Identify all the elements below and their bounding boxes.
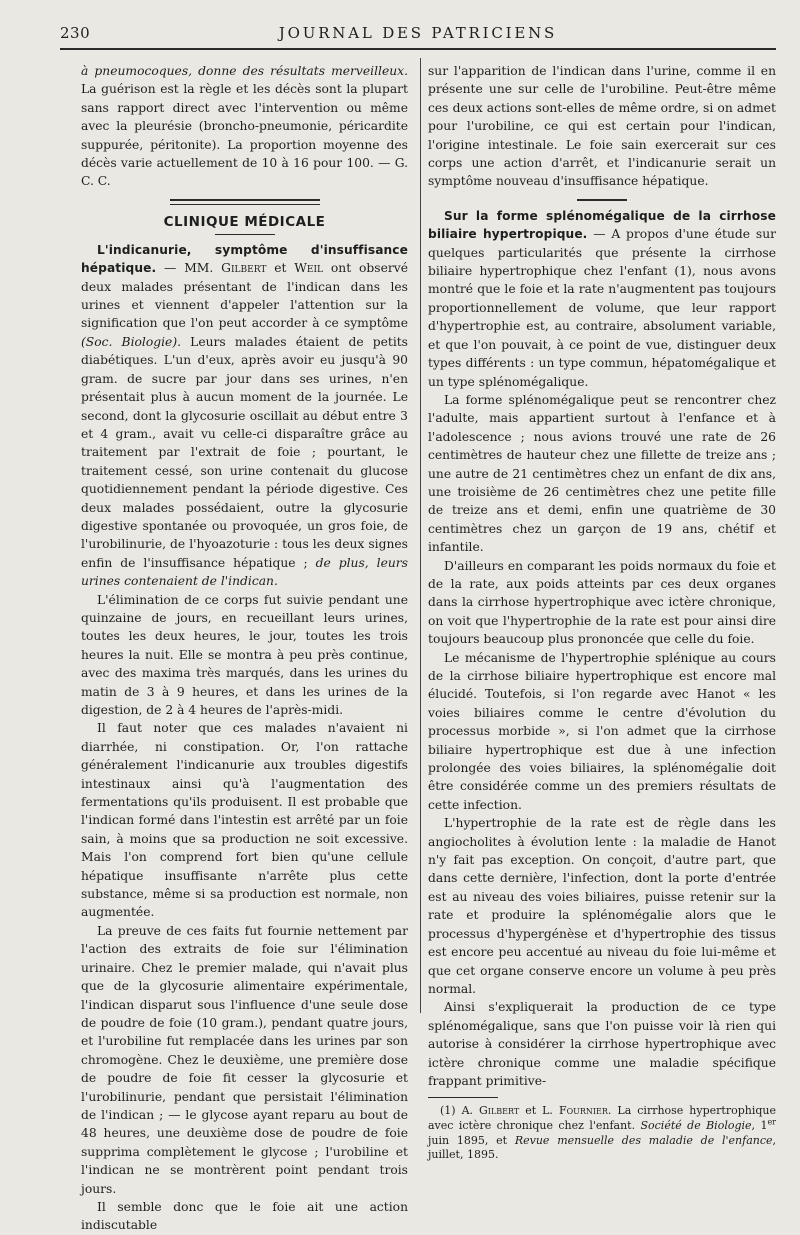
article2-paragraph-5: L'hypertrophie de la rate est de règle dans les angiocholites à évolution lente : la maladie de Hanot n'y fait pas exception. On conçoit, d'autre part, que dans cette dernière, l'infection, dont la porte d'entrée est au niveau des voies biliaires, puisse retenir sur la rate et produire la splénomégalie alors que le processus d'hypergénèse et d'hypertrophie des tissus est encore peu accentué au niveau du foie lui-même et que cet organe conserve encore un volume à peu près normal.: [428, 816, 776, 996]
article-paragraph-2: L'élimination de ce corps fut suivie pendant une quinzaine de jours, en recueillant leurs urines, toutes les deux heures, le jour, toutes les trois heures la nuit. Elle se montra à peu près continue, avec des maxima très marqués, dans les urines du matin de 3 à 9 heures, et dans les urines de la digestion, de 2 à 4 heures de l'après-midi.: [81, 592, 408, 717]
author-name: Gilbert: [479, 1104, 520, 1118]
continuation-paragraph: sur l'apparition de l'indican dans l'urine, comme il en présente une sur celle de l'urobiline. Peut-être même ces deux actions sont-elles de même ordre, si on admet pour l'urobiline, ce qui est certain pour l'indican, l'origine intestinale. Le foie sain exercerait sur ces corps une action d'arrêt, et l'indicanurie serait un symptôme nouveau d'insuffisance hépatique.: [428, 64, 776, 189]
article-paragraph-4: La preuve de ces faits fut fournie nettement par l'action des extraits de foie sur l'élimination urinaire. Chez le premier malade, qui n'avait plus que de la glycosurie alimentaire expérimentale, l'indican disparut sous l'influence d'une seule dose de poudre de foie (10 gram.), pendant quatre jours, et l'urobiline fut remplacée dans les urines par son chromogène. Chez le deuxième, une première dose de poudre de foie fit cesser la glycosurie et l'urobilinurie, pendant que persistait l'élimination de l'indican ; — le glycose ayant reparu au bout de 48 heures, une deuxième dose de poudre de foie supprima complètement le glycose ; l'urobiline et l'indican ne se montrèrent point pendant trois jours.: [81, 923, 408, 1196]
paragraph-text: ont observé deux malades présentant de l'indican dans les urines et viennent d'appeler l'attention sur la signification que l'on peut accorder à ce symptôme: [81, 261, 408, 331]
journal-name: Société de Biologie: [640, 1118, 752, 1132]
footnote-rule: [428, 1097, 498, 1098]
intro-dash: — MM.: [156, 261, 222, 276]
footnote: [428, 1104, 776, 1162]
article-paragraph-5: Il semble donc que le foie ait une action indiscutable: [81, 1199, 408, 1233]
left-column: [81, 62, 408, 1235]
page-header: [60, 20, 776, 46]
previous-article-ending: [81, 62, 408, 191]
conjunction: et L.: [519, 1104, 559, 1118]
footnote-title: . La cirrhose hypertrophique avec ictère chronique chez l'enfant.: [428, 1104, 776, 1132]
paragraph-text: — A propos d'une étude sur quelques particularités que présente la cirrhose biliaire hypertrophique chez l'enfant (1), nous avons montré que le foie et la rate n'augmentent pas toujours proportionnellement de volume, que leur rapport d'hypertrophie est, au contraire, absolument variable, et que l'on pouvait, à ce point de vue, distinguer deux types différents : un type commun, hépatomégalique et un type splénomégalique.: [428, 227, 776, 389]
header-rule: [60, 48, 776, 50]
ordinal-superscript: er: [767, 1117, 776, 1127]
author-name: Weil: [294, 261, 324, 276]
journal-name: Revue mensuelle des maladie de l'enfance: [514, 1133, 773, 1147]
footnote-date: , juillet, 1895.: [428, 1133, 777, 1162]
article-paragraph-1: [81, 241, 408, 591]
previous-article-italic: à pneumocoques, donne des résultats merveilleux.: [81, 64, 408, 78]
article-title: L'indicanurie, symptôme d'insuffisance hépatique.: [81, 242, 408, 276]
article-separator: [577, 199, 627, 201]
footnote-number: (1) A.: [440, 1104, 480, 1118]
article2-paragraph-4: Le mécanisme de l'hypertrophie splénique au cours de la cirrhose biliaire hypertrophique est encore mal élucidé. Toutefois, si l'on regarde avec Hanot « les voies biliaires comme le centre d'évolution du processus morbide », si l'on admet que la cirrhose biliaire hypertrophique est due à une infection prolongée des voies biliaires, la splénomégalie doit être considérée comme un des premiers résultats de cette infection.: [428, 650, 776, 812]
italic-emphasis: de plus, leurs urines contenaient de l'indican.: [81, 555, 408, 589]
article-title: Sur la forme splénomégalique de la cirrhose biliaire hypertropique.: [428, 208, 776, 242]
previous-article-text: La guérison est la règle et les décès sont la plupart sans rapport direct avec l'intervention ou même avec la pleurésie (broncho-pneumonie, péricardite suppurée, péritonite). La proportion moyenne des décès varie actuellement de 10 à 16 pour 100. — G. C. C.: [81, 82, 408, 189]
conjunction: et: [266, 261, 295, 276]
author-name: Fournier: [558, 1104, 608, 1118]
right-column: [428, 62, 776, 1163]
source-citation: (Soc. Biologie).: [81, 334, 182, 349]
paragraph-text: Leurs malades étaient de petits diabétiques. L'un d'eux, après avoir eu jusqu'à 90 gram. de sucre par jour dans ses urines, n'en présentait plus à aucun moment de la journée. Le second, dont la glycosurie oscillait au début entre 3 et 4 gram., avait vu celle-ci disparaître grâce au traitement par l'extrait de foie ; pourtant, le traitement cessé, son urine contenait du glucose quotidiennement pendant la période digestive. Ces deux malades possédaient, outre la glycosurie digestive spontanée ou provoquée, un gros foie, de l'urobilinurie, de l'hyoazoturie : tous les deux signes enfin de l'insuffisance hépatique ;: [81, 334, 408, 570]
footnote-date: juin 1895, et: [428, 1133, 515, 1147]
article2-paragraph-3: D'ailleurs en comparant les poids normaux du foie et de la rate, aux poids atteints par ces deux organes dans la cirrhose hypertrophique avec ictère chronique, on voit que l'hypertrophie de la rate est pour ainsi dire toujours beaucoup plus prononcée que celle du foie.: [428, 558, 776, 647]
article-paragraph-3: Il faut noter que ces malades n'avaient ni diarrhée, ni constipation. Or, l'on rattache généralement l'indicanurie aux troubles digestifs intestinaux ainsi qu'à l'augmentation des fermentations qu'ils produisent. Il est probable que l'indican formé dans l'intestin est arrêté par un foie sain, à moins que sa production ne soit excessive. Mais l'on comprend fort bien qu'une cellule hépatique insuffisante n'arrête plus cette substance, même si sa production est normale, non augmentée.: [81, 721, 408, 920]
section-heading: CLINIQUE MÉDICALE: [163, 213, 326, 230]
page-number: 230: [60, 24, 91, 42]
footnote-text: [428, 1104, 776, 1162]
article2-paragraph-2: La forme splénomégalique peut se rencontrer chez l'adulte, mais appartient surtout à l'enfance et à l'adolescence ; nous avions trouvé une rate de 26 centimètres de hauteur chez une fillette de treize ans ; une autre de 21 centimètres chez un enfant de dix ans, une troisième de 26 centimètres chez une petite fille de treize ans et demi, enfin une quatrième de 30 centimètres chez un garçon de 19 ans, chétif et infantile.: [428, 392, 776, 555]
footnote-date: , 1: [751, 1118, 768, 1132]
section-separator: [170, 199, 320, 205]
section-underline: [215, 234, 275, 235]
article2-paragraph-6: Ainsi s'expliquerait la production de ce type splénomégalique, sans que l'on puisse voir là rien qui autorise à considérer la cirrhose hypertrophique avec ictère chronique comme une maladie spécifique frappant primitive-: [428, 1000, 776, 1088]
column-divider: [420, 58, 421, 1013]
author-name: Gilbert: [221, 261, 267, 276]
journal-title: JOURNAL DES PATRICIENS: [278, 24, 558, 42]
article2-paragraph-1: [428, 207, 776, 391]
